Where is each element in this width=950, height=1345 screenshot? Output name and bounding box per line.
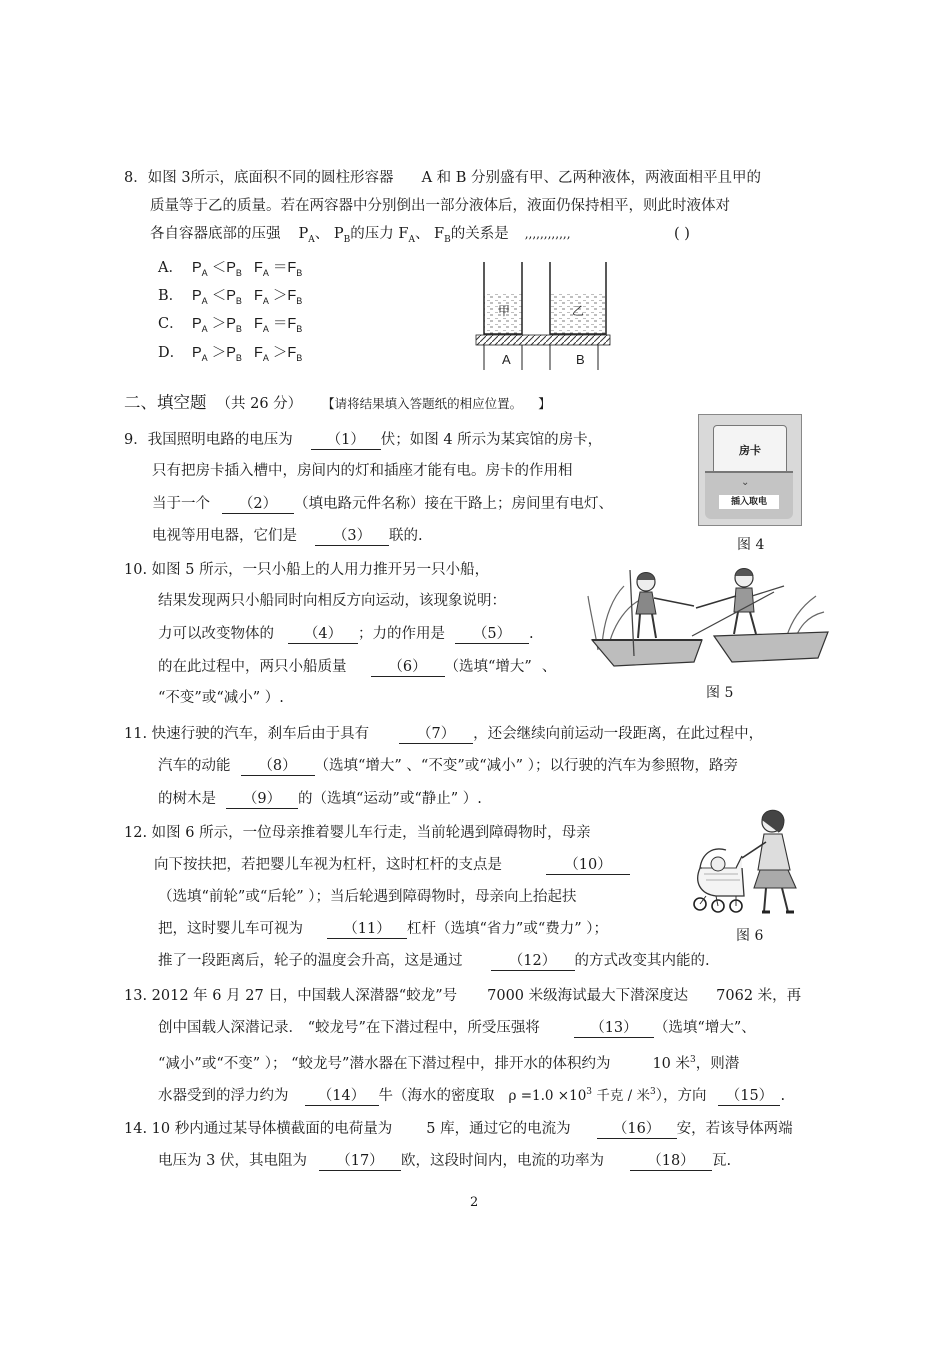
q12-text: 杠杆（选填“省力”或“费力” ）； bbox=[407, 921, 609, 937]
blank-6[interactable]: （6） bbox=[371, 658, 445, 677]
q11-text: 的（选填“运动”或“静止” ）. bbox=[298, 791, 482, 807]
q12-line-1: 12. 如图 6 所示，一位母亲推着婴儿车行走，当前轮遇到障碍物时，母亲 bbox=[124, 825, 591, 841]
figure-5-caption: 图 5 bbox=[706, 685, 734, 701]
q13-text: （选填“增大”、 bbox=[653, 1020, 756, 1036]
figure-6-caption: 图 6 bbox=[736, 928, 764, 944]
q10-text: 的在此过程中，两只小船质量 bbox=[158, 659, 347, 675]
q11-text: ，还会继续向前运动一段距离，在此过程中， bbox=[473, 726, 764, 742]
fig3-label-b: B bbox=[576, 352, 585, 367]
q13-line-4 bbox=[158, 1082, 785, 1106]
card bbox=[713, 425, 787, 477]
q11-text: 汽车的动能 bbox=[158, 758, 231, 774]
q9-text: 9．我国照明电路的电压为 bbox=[124, 432, 293, 448]
q8-text: 、 P bbox=[314, 226, 344, 242]
q14-text: 14. 10 秒内通过某导体横截面的电荷量为 bbox=[124, 1121, 393, 1137]
q12-text: 的方式改变其内能的. bbox=[574, 953, 710, 969]
fig3-label-yi: 乙 bbox=[572, 304, 585, 318]
q14-text: 5 库，通过它的电流为 bbox=[426, 1121, 571, 1137]
q8-sub: A bbox=[408, 234, 415, 245]
q8-option-text: $P_A <P_B$ $F_A =F_B$ bbox=[192, 260, 303, 278]
q8-answer-paren: ( ) bbox=[674, 226, 690, 242]
q8-text: A 和 B 分别盛有甲、乙两种液体，两液面相平且甲的 bbox=[421, 170, 762, 186]
figure-6-stroller bbox=[686, 808, 816, 918]
q11-text: 的树木是 bbox=[158, 791, 216, 807]
q13-text: 牛（海水的密度取 bbox=[378, 1087, 495, 1104]
card-label: 房卡 bbox=[739, 444, 761, 457]
q13-text: 创中国载人深潜记录． “蛟龙号”在下潜过程中，所受压强将 bbox=[158, 1020, 540, 1036]
q11-line-3 bbox=[158, 789, 482, 809]
q8-option-text: $P_A >P_B$ $F_A =F_B$ bbox=[192, 316, 303, 334]
blank-2[interactable]: （2） bbox=[222, 495, 294, 514]
q13-text: 千克 / 米 bbox=[592, 1087, 650, 1104]
q8-line-1 bbox=[124, 168, 761, 188]
blank-12[interactable]: （12） bbox=[491, 952, 575, 971]
blank-9[interactable]: （9） bbox=[226, 790, 298, 809]
q13-text: 7000 米级海试最大下潜深度达 bbox=[487, 988, 689, 1004]
q13-text: 13. 2012 年 6 月 27 日，中国载人深潜器“蛟龙”号 bbox=[124, 988, 458, 1004]
boat-right bbox=[714, 632, 828, 662]
q14-text: 欧，这段时间内，电流的功率为 bbox=[400, 1153, 604, 1169]
boat-left bbox=[592, 640, 702, 666]
q8-sub: B bbox=[343, 234, 351, 245]
q11-line-1 bbox=[124, 724, 763, 744]
q14-line-2 bbox=[158, 1151, 731, 1171]
q8-option-label: A． bbox=[158, 260, 183, 276]
q8-line-2: 质量等于乙的质量。若在两容器中分别倒出一部分液体后，液面仍保持相平，则此时液体对 bbox=[150, 198, 730, 214]
q13-text: . bbox=[780, 1087, 786, 1104]
blank-7[interactable]: （7） bbox=[399, 725, 473, 744]
q13-sup: 3 bbox=[649, 1087, 656, 1097]
q13-line-3 bbox=[158, 1050, 739, 1074]
q8-dots: ,,,,,,,,,,,, bbox=[524, 227, 571, 241]
q11-line-2 bbox=[158, 756, 738, 776]
q8-option-label: B． bbox=[158, 288, 184, 304]
q14-text: 电压为 3 伏，其电阻为 bbox=[158, 1153, 307, 1169]
blank-8[interactable]: （8） bbox=[241, 757, 315, 776]
q9-text: 电视等用电器，它们是 bbox=[152, 528, 297, 544]
blank-13[interactable]: （13） bbox=[574, 1019, 654, 1038]
q10-text: 力可以改变物体的 bbox=[158, 626, 274, 642]
q8-option-text: $P_A <P_B$ $F_A >F_B$ bbox=[192, 288, 303, 306]
q10-line-3 bbox=[158, 624, 534, 644]
blank-18[interactable]: （18） bbox=[630, 1152, 712, 1171]
figure-4-room-card bbox=[698, 414, 802, 526]
q9-line-3 bbox=[152, 494, 613, 514]
q12-line-5 bbox=[158, 951, 710, 971]
q10-line-5: “不变”或“减小” ）. bbox=[158, 690, 284, 706]
q13-text: ρ =1.0 ×10 bbox=[508, 1087, 587, 1104]
q13-text: 10 米 bbox=[652, 1055, 691, 1072]
q13-line-2 bbox=[158, 1018, 756, 1038]
q13-sup: 3 bbox=[586, 1087, 593, 1097]
q8-text: 的压力 F bbox=[350, 226, 409, 242]
q8-option-label: C． bbox=[158, 316, 184, 332]
blank-1[interactable]: （1） bbox=[311, 431, 381, 450]
slot-label: 插入取电 bbox=[719, 495, 779, 509]
q12-text: 推了一段距离后，轮子的温度会升高，这是通过 bbox=[158, 953, 463, 969]
figure-4-caption: 图 4 bbox=[737, 537, 765, 553]
blank-3[interactable]: （3） bbox=[315, 527, 389, 546]
q11-text: （选填“增大” 、“不变”或“减小” ）；以行驶的汽车为参照物，路旁 bbox=[314, 758, 738, 774]
q14-text: 安，若该导体两端 bbox=[676, 1121, 793, 1137]
q8-sub: A bbox=[308, 234, 315, 245]
q13-line-1 bbox=[124, 986, 801, 1006]
q13-sup: 3 bbox=[690, 1055, 696, 1065]
blank-5[interactable]: （5） bbox=[455, 625, 529, 644]
q11-text: 11. 快速行驶的汽车，刹车后由于具有 bbox=[124, 726, 370, 742]
q9-text: 联的. bbox=[389, 528, 423, 544]
q8-option-text: $P_A >P_B$ $F_A >F_B$ bbox=[192, 345, 303, 363]
section-note: 【请将结果填入答题纸的相应位置。 bbox=[322, 396, 523, 411]
blank-11[interactable]: （11） bbox=[327, 920, 407, 939]
figure-3-containers bbox=[474, 258, 612, 372]
section-note-end: 】 bbox=[538, 396, 551, 411]
section-2-heading bbox=[124, 393, 551, 414]
q14-line-1 bbox=[124, 1119, 793, 1139]
page-number: 2 bbox=[470, 1195, 479, 1210]
q8-text: 8．如图 3所示，底面积不同的圆柱形容器 bbox=[124, 170, 394, 186]
q10-text: （选填“增大” bbox=[444, 659, 532, 675]
blank-4[interactable]: （4） bbox=[288, 625, 358, 644]
q12-text: 向下按扶把，若把婴儿车视为杠杆，这时杠杆的支点是 bbox=[154, 857, 502, 873]
q9-line-1 bbox=[124, 430, 602, 450]
q8-option bbox=[158, 258, 302, 283]
q10-line-4 bbox=[158, 657, 556, 677]
q8-text: P bbox=[298, 226, 309, 242]
q10-text: . bbox=[529, 626, 534, 642]
q10-line-2: 结果发现两只小船同时向相反方向运动，该现象说明： bbox=[158, 593, 506, 609]
q8-sub: B bbox=[444, 234, 451, 245]
section-score: （共 26 分） bbox=[216, 396, 303, 412]
q10-line-1: 10. 如图 5 所示，一只小船上的人用力推开另一只小船， bbox=[124, 562, 490, 578]
q12-line-3: （选填“前轮”或“后轮” ）；当后轮遇到障碍物时，母亲向上抬起扶 bbox=[158, 889, 577, 905]
blank-14[interactable]: （14） bbox=[305, 1087, 379, 1106]
q13-text: 水器受到的浮力约为 bbox=[158, 1087, 289, 1104]
blank-10[interactable]: （10） bbox=[546, 856, 630, 875]
q12-line-2 bbox=[154, 855, 630, 875]
q8-option bbox=[158, 343, 302, 368]
q14-text: 瓦. bbox=[711, 1153, 732, 1169]
q12-line-4 bbox=[158, 919, 608, 939]
q13-text: 7062 米，再 bbox=[716, 988, 802, 1004]
section-title: 二、填空题 bbox=[124, 393, 207, 412]
blank-16[interactable]: （16） bbox=[597, 1120, 677, 1139]
figure-5-boats bbox=[584, 566, 834, 676]
blank-17[interactable]: （17） bbox=[319, 1152, 401, 1171]
q9-line-4 bbox=[152, 526, 423, 546]
q8-option bbox=[158, 314, 302, 339]
q9-text: 当于一个 bbox=[152, 496, 210, 512]
q8-line-3 bbox=[150, 224, 571, 250]
q8-option-label: D． bbox=[158, 345, 185, 361]
blank-15[interactable]: （15） bbox=[718, 1087, 780, 1106]
q9-line-2: 只有把房卡插入槽中，房间内的灯和插座才能有电。房卡的作用相 bbox=[152, 463, 573, 479]
q10-text: 、 bbox=[541, 659, 557, 675]
q12-text: 把，这时婴儿车可视为 bbox=[158, 921, 303, 937]
q13-text: “减小”或“不变” ）； “蛟龙号”潜水器在下潜过程中，排开水的体积约为 bbox=[158, 1055, 611, 1072]
q9-text: 伏；如图 4 所示为某宾馆的房卡， bbox=[380, 432, 603, 448]
q9-text: （填电路元件名称）接在干路上；房间里有电灯、 bbox=[294, 496, 613, 512]
q8-option bbox=[158, 286, 302, 311]
q8-text: 各自容器底部的压强 bbox=[150, 226, 281, 242]
card-slot bbox=[705, 471, 793, 519]
q13-text: ），方向 bbox=[655, 1087, 707, 1104]
ground-hatch bbox=[476, 335, 610, 345]
q8-text: 的关系是 bbox=[450, 226, 509, 242]
fig3-label-jia: 甲 bbox=[498, 304, 511, 318]
fig3-label-a: A bbox=[502, 352, 511, 367]
baby-head bbox=[711, 857, 725, 871]
q8-text: 、 F bbox=[414, 226, 445, 242]
arrow-icon: ⌄ bbox=[741, 477, 750, 488]
q13-text: ，则潜 bbox=[695, 1055, 740, 1072]
q10-text: ；力的作用是 bbox=[358, 626, 445, 642]
